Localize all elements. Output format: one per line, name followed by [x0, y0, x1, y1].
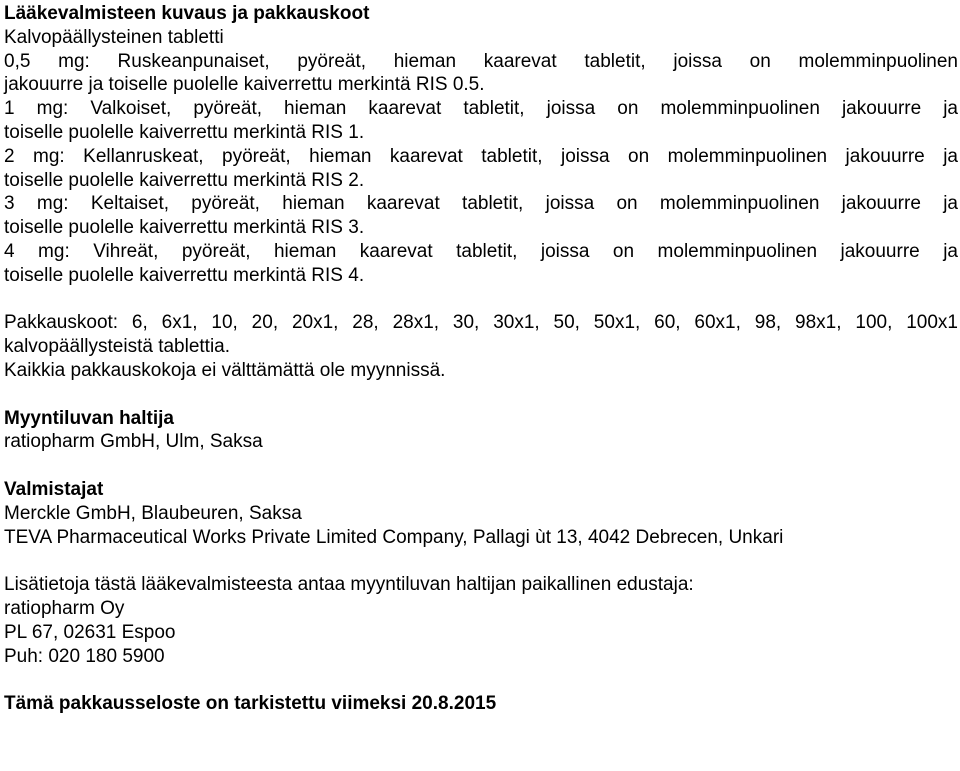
contact-address: PL 67, 02631 Espoo	[4, 621, 176, 643]
revision-date: Tämä pakkausseloste on tarkistettu viimeksi 20.8.2015	[4, 693, 497, 715]
description-1mg-line-2: toiselle puolelle kaiverrettu merkintä RIS 1.	[4, 121, 365, 143]
dosage-form-text: Kalvopäällysteinen tabletti	[4, 26, 224, 48]
spacer	[4, 454, 958, 478]
spacer	[4, 668, 958, 692]
availability-note: Kaikkia pakkauskokoja ei välttämättä ole myynnissä.	[4, 359, 446, 381]
section-heading-holder: Myyntiluvan haltija	[4, 407, 174, 429]
description-3mg-line-2: toiselle puolelle kaiverrettu merkintä RIS 3.	[4, 217, 365, 239]
spacer	[4, 549, 958, 573]
contact-intro: Lisätietoja tästä lääkevalmisteesta antaa myyntiluvan haltijan paikallinen edustaja:	[4, 574, 694, 596]
description-3mg-line-1: 3 mg: Keltaiset, pyöreät, hieman kaarevat tabletit, joissa on molemminpuolinen jakouurre ja	[4, 193, 958, 215]
contact-phone: Puh: 020 180 5900	[4, 645, 165, 667]
spacer	[4, 288, 958, 312]
description-2mg-line-1: 2 mg: Kellanruskeat, pyöreät, hieman kaarevat tabletit, joissa on molemminpuolinen jakouurre ja	[4, 145, 958, 167]
description-2mg-line-2: toiselle puolelle kaiverrettu merkintä RIS 2.	[4, 169, 365, 191]
package-sizes-line-2: kalvopäällysteistä tablettia.	[4, 336, 231, 358]
contact-company: ratiopharm Oy	[4, 597, 125, 619]
package-sizes-line-1: Pakkauskoot: 6, 6x1, 10, 20, 20x1, 28, 28x1, 30, 30x1, 50, 50x1, 60, 60x1, 98, 98x1, 100, 100x1	[4, 312, 958, 334]
description-0-5mg-line-2: jakouurre ja toiselle puolelle kaiverrettu merkintä RIS 0.5.	[4, 74, 485, 96]
section-heading-description: Lääkevalmisteen kuvaus ja pakkauskoot	[4, 3, 370, 24]
description-0-5mg-line-1: 0,5 mg: Ruskeanpunaiset, pyöreät, hieman kaarevat tabletit, joissa on molemminpuolinen	[4, 50, 958, 72]
description-4mg-line-2: toiselle puolelle kaiverrettu merkintä RIS 4.	[4, 264, 365, 286]
spacer	[4, 383, 958, 407]
leaflet-page	[4, 2, 958, 716]
manufacturer-1: Merckle GmbH, Blaubeuren, Saksa	[4, 502, 302, 524]
section-heading-manufacturers: Valmistajat	[4, 478, 104, 500]
manufacturer-2: TEVA Pharmaceutical Works Private Limited Company, Pallagi ùt 13, 4042 Debrecen, Unkari	[4, 526, 784, 548]
description-4mg-line-1: 4 mg: Vihreät, pyöreät, hieman kaarevat tabletit, joissa on molemminpuolinen jakouurre ja	[4, 240, 958, 262]
description-1mg-line-1: 1 mg: Valkoiset, pyöreät, hieman kaarevat tabletit, joissa on molemminpuolinen jakouurre ja	[4, 98, 958, 120]
holder-name: ratiopharm GmbH, Ulm, Saksa	[4, 431, 263, 453]
